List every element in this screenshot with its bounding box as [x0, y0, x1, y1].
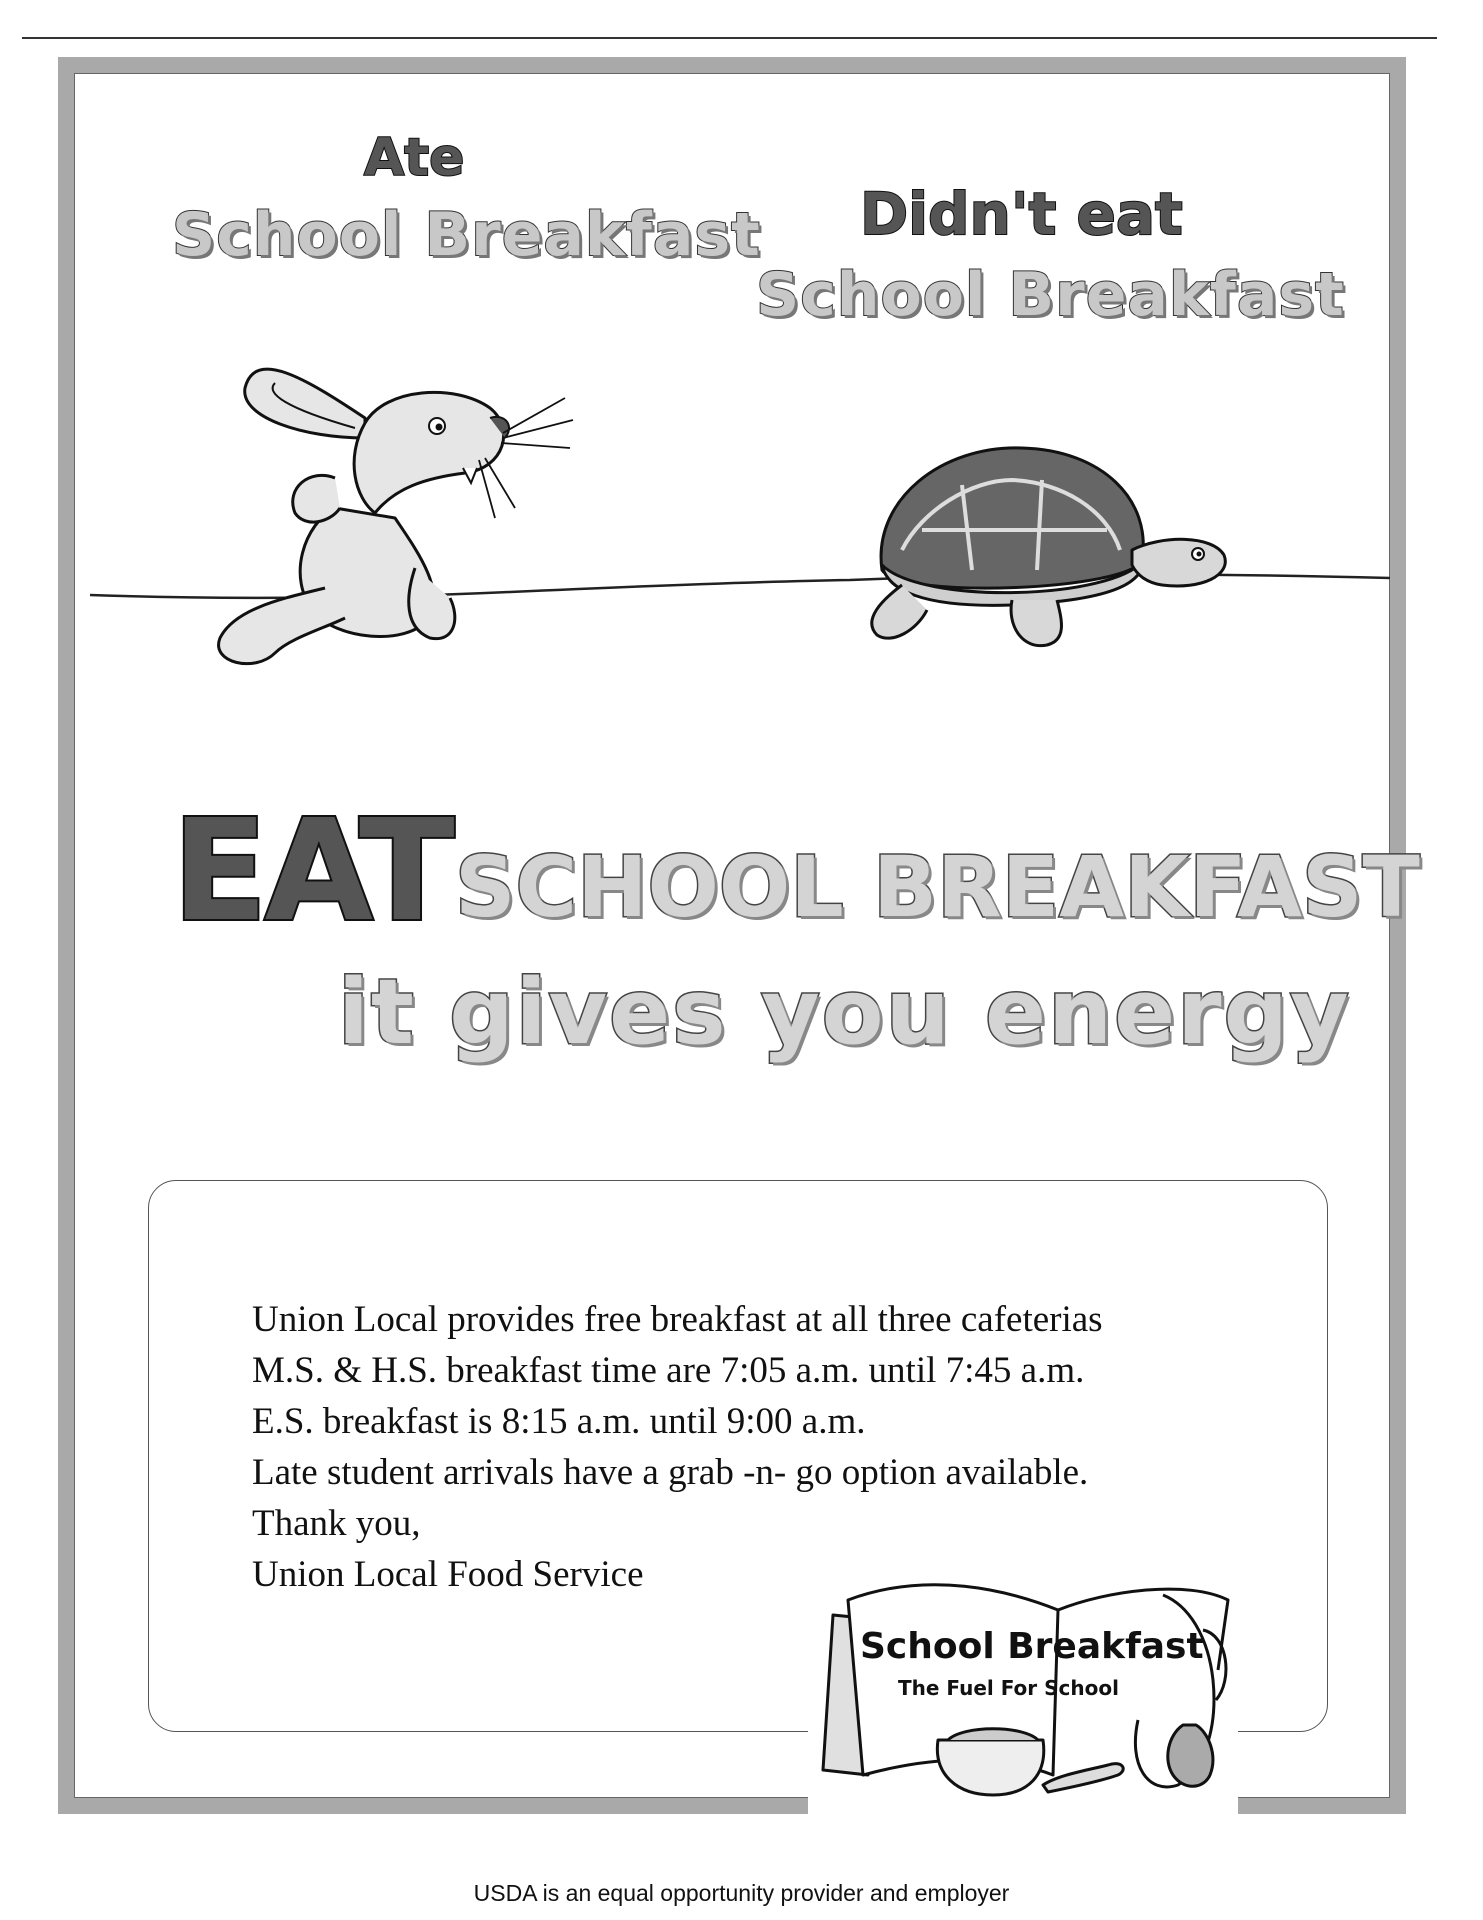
logo-tagline: The Fuel For School	[898, 1676, 1119, 1700]
ate-subheading: School Breakfast	[172, 200, 761, 270]
usda-footer: USDA is an equal opportunity provider and employer	[473, 1880, 1010, 1906]
info-line: Union Local Food Service	[252, 1554, 644, 1595]
info-text	[252, 1294, 1103, 1600]
didnt-heading: Didn't eat	[860, 180, 1183, 248]
logo-title: School Breakfast	[860, 1626, 1204, 1667]
slogan-eat: EAT	[172, 790, 452, 953]
ate-heading: Ate	[364, 128, 465, 188]
info-line: Thank you,	[252, 1503, 421, 1544]
turtle-illustration	[862, 440, 1232, 655]
info-line: Union Local provides free breakfast at all three cafeterias	[252, 1299, 1103, 1340]
info-line: Late student arrivals have a grab -n- go option available.	[252, 1452, 1089, 1493]
top-rule	[22, 37, 1437, 39]
rabbit-illustration	[215, 348, 595, 678]
info-line: E.S. breakfast is 8:15 a.m. until 9:00 a.m.	[252, 1401, 866, 1442]
slogan-energy: it gives you energy	[338, 960, 1351, 1065]
didnt-subheading: School Breakfast	[756, 260, 1345, 330]
info-line: M.S. & H.S. breakfast time are 7:05 a.m. until 7:45 a.m.	[252, 1350, 1085, 1391]
slogan-school-breakfast: SCHOOL BREAKFAST	[455, 838, 1420, 936]
